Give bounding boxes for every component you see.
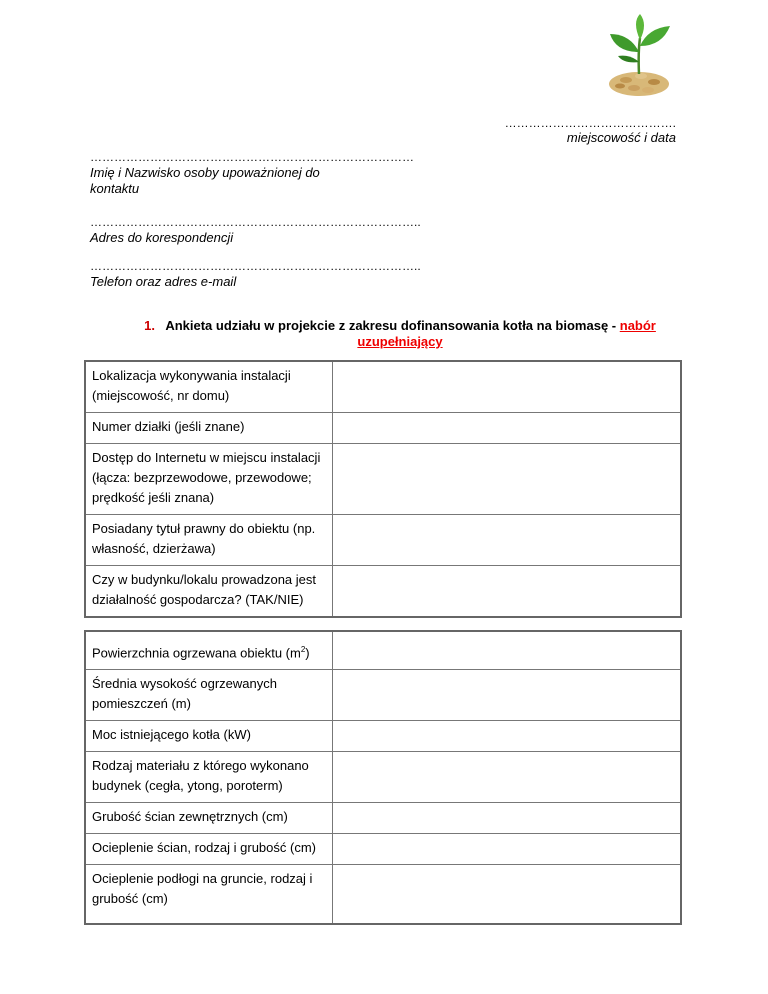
row-label: Ocieplenie podłogi na gruncie, rodzaj i grubość (cm) <box>85 865 333 925</box>
row-label: Dostęp do Internetu w miejscu instalacji (łącza: bezprzewodowe, przewodowe; prędkość jeśli znana) <box>85 444 333 515</box>
answer-cell[interactable] <box>333 721 682 752</box>
table-row <box>85 670 681 721</box>
contact-phone-label: Telefon oraz adres e-mail <box>90 274 237 289</box>
table-row <box>85 515 681 566</box>
answer-cell[interactable] <box>333 515 682 566</box>
row-label-area <box>85 631 333 670</box>
row-label: Moc istniejącego kotła (kW) <box>85 721 333 752</box>
table-row <box>85 752 681 803</box>
table-row <box>85 803 681 834</box>
contact-address-dots: ……………………………………………………………………….. <box>90 215 421 229</box>
survey-table-building <box>84 630 682 925</box>
date-label: miejscowość i data <box>566 130 676 145</box>
area-close: ) <box>305 645 310 661</box>
area-label: Powierzchnia ogrzewana obiektu (m <box>92 645 301 661</box>
contact-phone-dots: ……………………………………………………………………….. <box>90 259 421 273</box>
table-row <box>85 566 681 618</box>
date-place-field <box>505 116 676 146</box>
row-label: Średnia wysokość ogrzewanych pomieszczeń (m) <box>85 670 333 721</box>
answer-cell[interactable] <box>333 803 682 834</box>
table-row <box>85 361 681 413</box>
row-label: Lokalizacja wykonywania instalacji (miejscowość, nr domu) <box>85 361 333 413</box>
table-row <box>85 865 681 925</box>
area-superscript: 2 <box>300 645 306 654</box>
contact-name-dots: ……………………………………………………………………… <box>90 150 414 164</box>
answer-cell[interactable] <box>333 865 682 925</box>
answer-cell[interactable] <box>333 566 682 618</box>
answer-cell[interactable] <box>333 752 682 803</box>
row-label: Czy w budynku/lokalu prowadzona jest działalność gospodarcza? (TAK/NIE) <box>85 566 333 618</box>
table-row <box>85 631 681 670</box>
section-heading <box>140 318 660 350</box>
answer-cell[interactable] <box>333 670 682 721</box>
contact-name-label: Imię i Nazwisko osoby upoważnionej do kontaktu <box>90 165 320 196</box>
table-row <box>85 834 681 865</box>
section-title: Ankieta udziału w projekcie z zakresu dofinansowania kotła na biomasę - <box>165 318 617 333</box>
answer-cell[interactable] <box>333 361 682 413</box>
date-dots: ……………………………………. <box>504 116 676 130</box>
answer-cell[interactable] <box>333 413 682 444</box>
answer-cell[interactable] <box>333 834 682 865</box>
survey-table-location <box>84 360 682 618</box>
section-number: 1. <box>144 318 155 333</box>
table-row <box>85 721 681 752</box>
row-label: Ocieplenie ścian, rodzaj i grubość (cm) <box>85 834 333 865</box>
contact-address-label: Adres do korespondencji <box>90 230 234 245</box>
plant-sprout-on-pellets-icon <box>596 12 682 98</box>
table-row <box>85 444 681 515</box>
contact-name-field <box>90 150 414 197</box>
row-label: Posiadany tytuł prawny do obiektu (np. własność, dzierżawa) <box>85 515 333 566</box>
row-label: Grubość ścian zewnętrznych (cm) <box>85 803 333 834</box>
table-row <box>85 413 681 444</box>
contact-address-field <box>90 215 421 246</box>
answer-cell[interactable] <box>333 444 682 515</box>
row-label: Rodzaj materiału z którego wykonano budynek (cegła, ytong, poroterm) <box>85 752 333 803</box>
row-label: Numer działki (jeśli znane) <box>85 413 333 444</box>
contact-phone-field <box>90 259 421 290</box>
answer-cell[interactable] <box>333 631 682 670</box>
section-highlight: nabór uzupełniający <box>357 318 656 349</box>
